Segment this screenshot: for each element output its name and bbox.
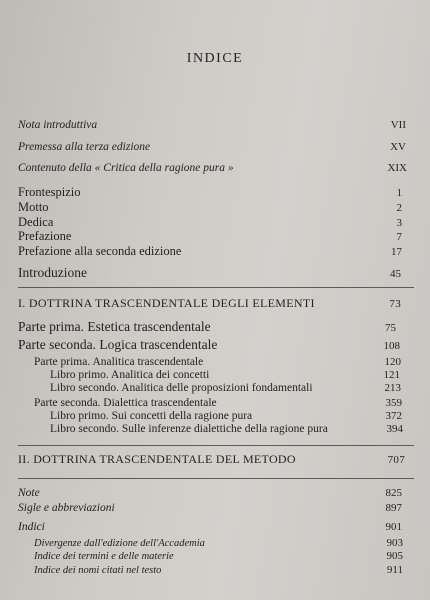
toc-page: 825 <box>385 487 402 499</box>
toc-entry <box>50 382 401 394</box>
toc-label: Contenuto della « Critica della ragione pura » <box>18 162 234 174</box>
toc-page: 121 <box>383 369 400 381</box>
toc-page: 108 <box>383 340 400 352</box>
toc-entry <box>18 200 402 215</box>
toc-label: Nota introduttiva <box>18 119 98 131</box>
toc-page: 911 <box>386 564 403 576</box>
toc-page: XV <box>390 141 406 153</box>
toc-label: Introduzione <box>18 265 87 280</box>
toc-label: Dedica <box>18 215 54 229</box>
toc-entry <box>34 564 403 576</box>
toc-label: Indice dei nomi citati nel testo <box>34 565 162 576</box>
toc-label: Parte seconda. Dialettica trascendentale <box>34 397 217 409</box>
toc-entry <box>18 521 402 533</box>
toc-page: 7 <box>396 231 402 243</box>
toc-page: 372 <box>385 410 402 422</box>
section-divider <box>18 478 414 479</box>
toc-page: 901 <box>385 521 402 533</box>
toc-label: II. DOTTRINA TRASCENDENTALE DEL METODO <box>18 452 296 466</box>
toc-entry <box>18 265 401 281</box>
toc-label: Libro secondo. Sulle inferenze dialettiche della ragione pura <box>50 423 328 435</box>
toc-label: Libro primo. Sui concetti della ragione pura <box>50 410 253 422</box>
toc-entry <box>34 356 401 368</box>
toc-page: 213 <box>384 382 401 394</box>
toc-page: 75 <box>385 322 396 334</box>
toc-label: Note <box>18 487 40 499</box>
index-title: INDICE <box>186 51 244 66</box>
section-divider <box>18 445 414 446</box>
toc-page: 359 <box>385 397 402 409</box>
toc-entry <box>18 244 402 259</box>
toc-label: Prefazione alla seconda edizione <box>18 244 182 258</box>
toc-page: 3 <box>396 217 402 229</box>
toc-entry <box>18 452 405 467</box>
section-divider <box>18 287 414 288</box>
toc-entry <box>18 141 406 153</box>
toc-entry <box>18 215 402 230</box>
toc-entry <box>18 296 401 311</box>
toc-page: 1 <box>396 187 402 199</box>
toc-entry <box>18 502 402 514</box>
toc-page: 905 <box>386 550 403 562</box>
toc-label: Motto <box>18 200 49 214</box>
toc-label: Divergenze dall'edizione dell'Accademia <box>34 538 205 549</box>
toc-page: 903 <box>386 537 403 549</box>
toc-page: 120 <box>384 356 401 368</box>
toc-label: Indice dei termini e delle materie <box>34 551 174 562</box>
toc-page: 2 <box>396 202 402 214</box>
toc-label: Premessa alla terza edizione <box>18 141 151 153</box>
toc-page: 897 <box>385 502 402 514</box>
toc-page: XIX <box>387 162 407 174</box>
toc-label: I. DOTTRINA TRASCENDENTALE DEGLI ELEMENTI <box>18 296 315 310</box>
toc-label: Prefazione <box>18 229 72 243</box>
toc-entry <box>50 410 402 422</box>
toc-entry <box>18 319 396 335</box>
toc-label: Frontespizio <box>18 185 81 199</box>
toc-page: 17 <box>391 246 402 258</box>
toc-entry <box>18 119 406 131</box>
toc-page: 394 <box>386 423 403 435</box>
toc-entry <box>18 229 402 244</box>
toc-label: Parte prima. Estetica trascendentale <box>18 319 211 334</box>
toc-label: Parte prima. Analitica trascendentale <box>34 356 204 368</box>
toc-page: 73 <box>389 298 401 310</box>
toc-entry <box>34 397 402 409</box>
toc-entry <box>18 337 400 353</box>
toc-entry <box>34 550 403 562</box>
toc-entry <box>50 423 403 435</box>
toc-page: 45 <box>390 268 401 280</box>
toc-label: Parte seconda. Logica trascendentale <box>18 337 218 352</box>
toc-page: 707 <box>387 454 405 466</box>
toc-label: Sigle e abbreviazioni <box>18 502 115 514</box>
toc-page: VII <box>390 119 406 131</box>
toc-entry <box>18 487 402 499</box>
toc-entry <box>34 537 403 549</box>
toc-label: Libro secondo. Analitica delle proposizioni fondamentali <box>50 382 313 394</box>
toc-entry <box>18 162 407 174</box>
toc-entry <box>18 185 402 200</box>
toc-label: Indici <box>18 521 45 533</box>
toc-entry <box>50 369 400 381</box>
toc-label: Libro primo. Analitica dei concetti <box>50 369 210 381</box>
